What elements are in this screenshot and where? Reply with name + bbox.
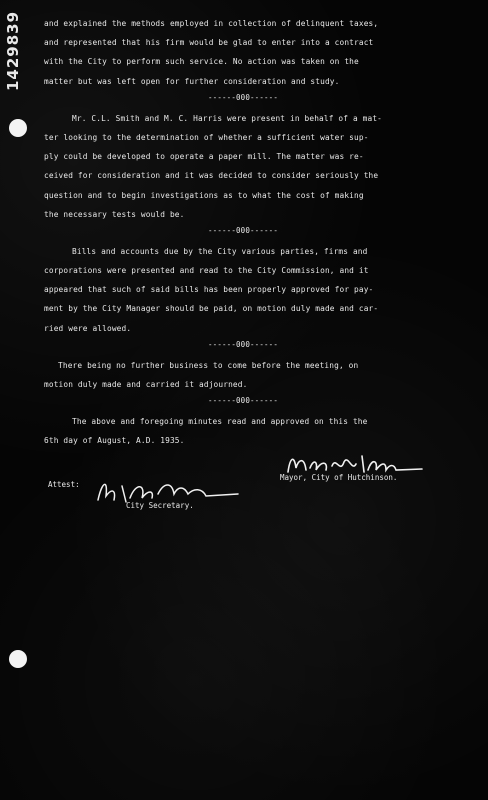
text-line: Mr. C.L. Smith and M. C. Harris were present in behalf of a mat- xyxy=(72,113,383,123)
text-line: appeared that such of said bills has been properly approved for pay- xyxy=(44,285,374,295)
section-separator: ------000------ xyxy=(208,92,278,102)
text-line: ceived for consideration and it was decided to consider seriously the xyxy=(44,171,379,181)
document-number-stamp: 1429839 xyxy=(4,10,22,92)
text-line: ried were allowed. xyxy=(44,323,132,333)
text-line: 6th day of August, A.D. 1935. xyxy=(44,436,185,446)
text-line: matter but was left open for further consideration and study. xyxy=(44,76,340,86)
text-line: The above and foregoing minutes read and approved on this the xyxy=(72,417,368,427)
attest-label: Attest: xyxy=(48,480,80,489)
paragraph-bills-accounts xyxy=(44,242,442,338)
text-line: and represented that his firm would be glad to enter into a contract xyxy=(44,38,374,48)
text-line: and explained the methods employed in collection of delinquent taxes, xyxy=(44,19,379,28)
section-separator: ------000------ xyxy=(208,396,278,406)
punch-hole xyxy=(9,119,27,137)
secretary-title: City Secretary. xyxy=(126,501,194,510)
section-separator: ------000------ xyxy=(208,339,278,349)
text-line: with the City to perform such service. No action was taken on the xyxy=(44,57,359,67)
paragraph-water-supply xyxy=(44,109,442,224)
text-line: motion duly made and carried it adjourned. xyxy=(44,380,248,389)
paragraph-approval xyxy=(44,412,442,450)
section-separator: ------000------ xyxy=(208,225,278,235)
text-line: question and to begin investigations as to what the cost of making xyxy=(44,190,364,200)
minutes-body xyxy=(44,14,442,451)
text-line: Bills and accounts due by the City various parties, firms and xyxy=(72,246,368,256)
text-line: corporations were presented and read to the City Commission, and it xyxy=(44,266,369,276)
text-line: There being no further business to come before the meeting, on xyxy=(58,360,359,370)
text-line: ply could be developed to operate a paper mill. The matter was re- xyxy=(44,152,364,162)
paragraph-collection-methods xyxy=(44,14,442,91)
paragraph-adjournment xyxy=(44,356,442,394)
text-line: ment by the City Manager should be paid, on motion duly made and car- xyxy=(44,304,379,314)
text-line: ter looking to the determination of whether a sufficient water sup- xyxy=(44,132,369,142)
mayor-title: Mayor, City of Hutchinson. xyxy=(280,473,398,482)
punch-hole xyxy=(9,650,27,668)
text-line: the necessary tests would be. xyxy=(44,209,185,219)
